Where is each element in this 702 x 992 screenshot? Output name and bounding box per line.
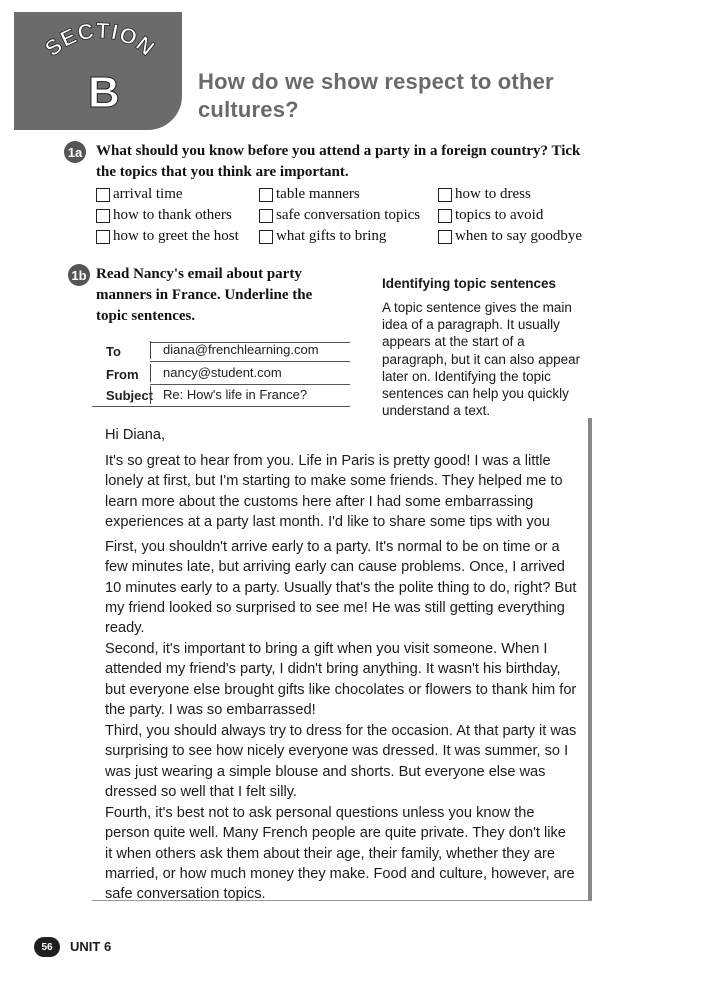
to-field[interactable]: diana@frenchlearning.com [150,341,351,359]
section-banner [14,12,182,130]
topic-label: what gifts to bring [276,228,387,244]
from-label: From [106,367,139,382]
activity-1a-instruction [96,141,596,183]
topic-checkbox-table-manners[interactable] [259,184,360,205]
topic-checkbox-safe-conversation-topics[interactable] [259,205,420,226]
to-label: To [106,344,121,359]
checkbox-square[interactable] [96,209,110,223]
checkbox-square[interactable] [259,209,273,223]
topic-checkbox-topics-to-avoid[interactable] [438,205,543,226]
topic-checkbox-how-to-greet-the-host[interactable] [96,226,239,247]
topic-label: when to say goodbye [455,228,583,244]
subject-label: Subject [106,388,153,403]
topic-checkbox-how-to-thank-others[interactable] [96,205,232,226]
topic-label: topics to avoid [455,207,544,223]
header-rule [150,384,350,385]
section-word: SECTION [39,17,161,62]
tip-body: A topic sentence gives the main idea of a paragraph. It usually appears at the start of a paragraph, but it can also appear later on. Identifying the topic sentences can help you quickly understand a text. [382,300,581,419]
topic-label: how to thank others [113,207,232,223]
page-number: 56 [34,937,60,957]
topic-label: safe conversation topics [276,207,421,223]
header-rule [150,361,350,362]
tip-title: Identifying topic sentences [382,276,557,291]
activity-1a-instruction-line-2: the topics that you think are important. [96,164,349,180]
checkbox-square[interactable] [96,230,110,244]
page-title [198,68,618,124]
checkbox-square[interactable] [438,188,452,202]
topic-checkbox-how-to-dress[interactable] [438,184,531,205]
activity-1a-instruction-line-1: What should you know before you attend a party in a foreign country? Tick [96,143,581,159]
unit-label: UNIT 6 [70,939,112,954]
topic-label: how to greet the host [113,228,239,244]
checkbox-square[interactable] [259,230,273,244]
email-paragraph-2: First, you shouldn't arrive early to a party. It's normal to be on time or a few minutes late, but arriving early can cause problems. Once, I arrived 10 minutes early to a party. Usually that's the polite thing to do, right? But my friend looked so surprised to see me! He was still getting everything ready. [105,539,577,637]
topic-checkbox-when-to-say-goodbye[interactable] [438,226,582,247]
email-paragraph-4: Third, you should always try to dress for the occasion. At that party it was surprising to see how nicely everyone was dressed. It was summer, so I was just wearing a simple blouse and shorts. But everyone else was dressed so well that I felt silly. [105,723,577,800]
checkbox-square[interactable] [259,188,273,202]
from-field[interactable]: nancy@student.com [150,364,351,382]
svg-text:SECTION [40,18,160,61]
checkbox-square[interactable] [96,188,110,202]
page-title-line-1: How do we show respect to other [198,69,554,94]
activity-1b-instruction [96,264,336,327]
email-paragraph-1: It's so great to hear from you. Life in Paris is pretty good! I was a little lonely at first, but I'm starting to make some friends. They helped me to learn more about the customs here after I had some embarrassing experiences at a party last month. I'd like to share some tips with you [105,453,563,530]
email-paragraph-3: Second, it's important to bring a gift when you visit someone. When I attended my friend's party, I didn't bring anything. It wasn't his birthday, but everyone else brought gifts like chocolates or flowers to thank him for the party. I was so embarrassed! [105,641,577,718]
activity-1b-instruction-line-1: Read Nancy's email about party [96,266,302,282]
checkbox-square[interactable] [438,209,452,223]
activity-1b-instruction-line-2: manners in France. Underline the [96,287,313,303]
topic-label: how to dress [455,186,531,202]
section-letter: B [88,68,120,117]
topic-label: table manners [276,186,360,202]
topic-checkbox-arrival-time[interactable] [96,184,183,205]
activity-1a-badge: 1a [64,141,86,163]
subject-field[interactable]: Re: How's life in France? [150,386,351,404]
topic-label: arrival time [113,186,183,202]
checkbox-square[interactable] [438,230,452,244]
activity-1b-badge: 1b [68,264,90,286]
activity-1b-instruction-line-3: topic sentences. [96,308,196,324]
email-greeting: Hi Diana, [105,427,166,443]
topic-checkbox-what-gifts-to-bring[interactable] [259,226,386,247]
page-title-line-2: cultures? [198,97,299,122]
email-paragraph-5: Fourth, it's best not to ask personal questions unless you know the person quite well. Many French people are quite private. They don't like it when others ask them about their age, their family, whether they are married, or how much money they make. Food and culture, however, are safe conversation topics. [105,805,575,903]
header-rule [92,406,350,407]
